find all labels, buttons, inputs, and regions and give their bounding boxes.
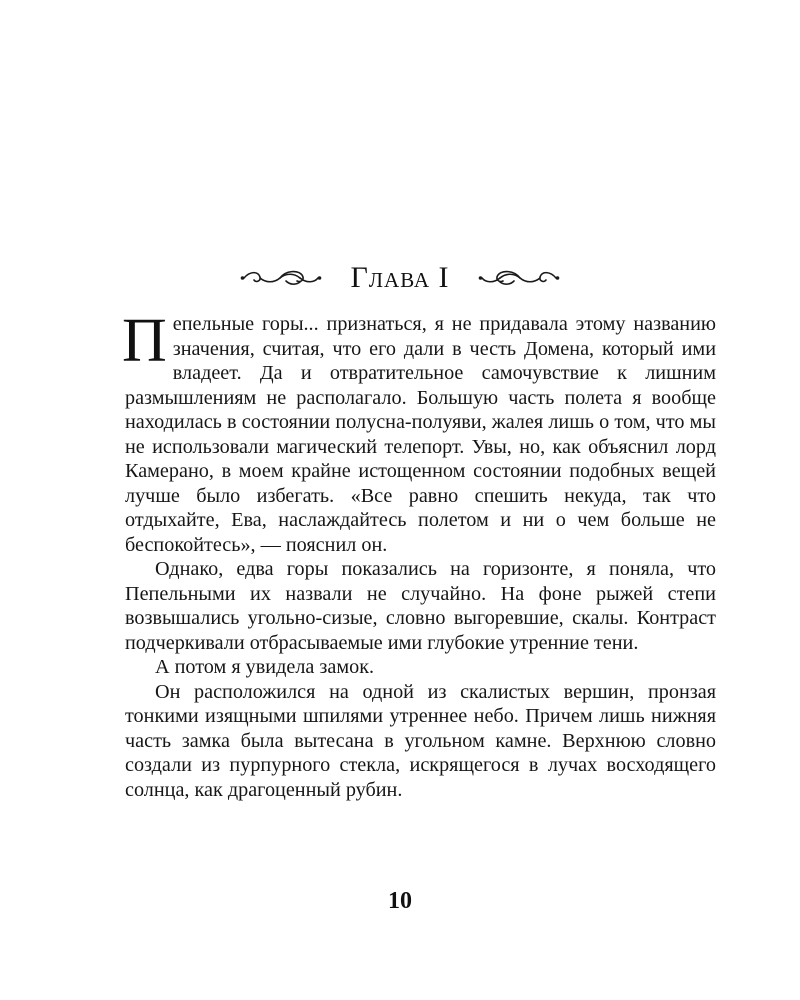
page-number: 10 — [388, 888, 412, 914]
paragraph-4: Он расположился на одной из скалистых вершин, пронзая тонкими изящными шпилями утреннее небо. Причем лишь нижняя часть замка была вытесана в угольном камне. Верхнюю словно создали из пурпурного стекла, искрящегося в лучах восходящего солнца, как драгоценный рубин. — [125, 680, 716, 801]
paragraph-1 — [122, 307, 716, 557]
chapter-title: Глава I — [350, 261, 450, 294]
paragraph-3: А потом я увидела замок. — [155, 656, 375, 678]
ornament-flourish-left-icon — [240, 267, 322, 289]
chapter-header — [0, 258, 800, 298]
paragraph-2: Однако, едва горы показались на горизонте, я поняла, что Пепельными их назвали не случайно. На фоне рыжей степи возвышались угольно-сизые, словно выгоревшие, скалы. Контраст подчеркивали отбрасываемые ими глубокие утренние тени. — [125, 558, 716, 654]
chapter-body — [122, 307, 716, 802]
drop-cap: П — [122, 307, 167, 375]
ornament-flourish-right-icon — [478, 267, 560, 289]
paragraph-text: епельные горы... признаться, я не придавала этому названию значения, считая, что его дали в честь Домена, который ими владеет. Да и отвратительное самочувствие к лишним размышлениям не располагало. Большую часть полета я вообще находилась в состоянии полусна-полуяви, жалея лишь о том, что мы не использовали магический телепорт. Увы, но, как объяснил лорд Камерано, в моем крайне истощенном состоянии подобных вещей лучше было избегать. «Все равно спешить некуда, так что отдыхайте, Ева, наслаждайтесь полетом и ни о чем больше не беспокойтесь», — пояснил он. — [125, 313, 716, 556]
